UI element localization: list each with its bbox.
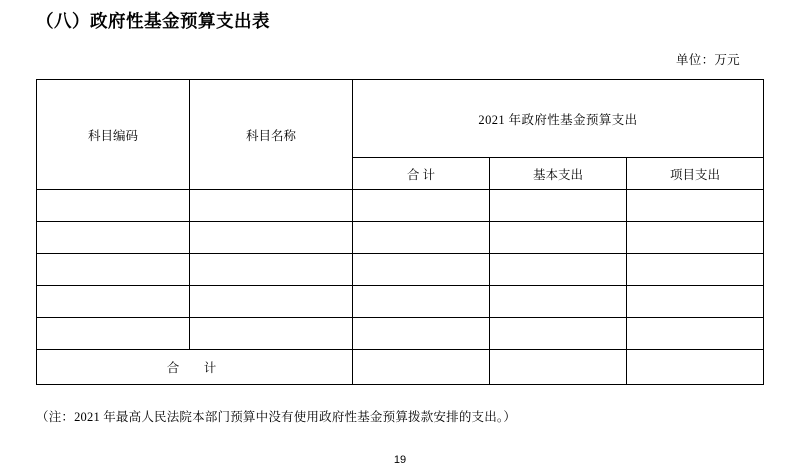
- cell-total: [353, 254, 490, 286]
- cell-code: [37, 318, 190, 350]
- cell-code: [37, 254, 190, 286]
- cell-basic: [490, 190, 627, 222]
- page-title: （八）政府性基金预算支出表: [36, 11, 270, 31]
- cell-name: [190, 286, 353, 318]
- cell-code: [37, 190, 190, 222]
- cell-code: [37, 286, 190, 318]
- header-sub-total: 合 计: [353, 158, 490, 190]
- total-cell-project: [627, 350, 764, 385]
- header-sub-project: 项目支出: [627, 158, 764, 190]
- cell-name: [190, 190, 353, 222]
- cell-project: [627, 222, 764, 254]
- cell-project: [627, 190, 764, 222]
- total-cell-total: [353, 350, 490, 385]
- table-row: [37, 318, 764, 350]
- cell-code: [37, 222, 190, 254]
- header-code: 科目编码: [37, 80, 190, 190]
- table-row: [37, 222, 764, 254]
- cell-total: [353, 318, 490, 350]
- total-cell-basic: [490, 350, 627, 385]
- header-name: 科目名称: [190, 80, 353, 190]
- unit-note: 单位：万元: [675, 53, 740, 68]
- cell-basic: [490, 222, 627, 254]
- cell-name: [190, 254, 353, 286]
- header-sub-basic: 基本支出: [490, 158, 627, 190]
- table-total-row: [37, 350, 764, 385]
- cell-total: [353, 286, 490, 318]
- total-label: 合 计: [37, 350, 353, 385]
- cell-name: [190, 222, 353, 254]
- header-group: 2021 年政府性基金预算支出: [353, 80, 764, 158]
- cell-basic: [490, 318, 627, 350]
- cell-basic: [490, 254, 627, 286]
- footnote: （注：2021 年最高人民法院本部门预算中没有使用政府性基金预算拨款安排的支出。）: [36, 410, 517, 425]
- cell-name: [190, 318, 353, 350]
- cell-project: [627, 254, 764, 286]
- table-header-row-top: [37, 80, 764, 158]
- cell-total: [353, 190, 490, 222]
- table-row: [37, 286, 764, 318]
- page-number: 19: [393, 454, 407, 466]
- cell-basic: [490, 286, 627, 318]
- budget-table: [36, 79, 764, 385]
- cell-project: [627, 286, 764, 318]
- table-row: [37, 254, 764, 286]
- cell-total: [353, 222, 490, 254]
- table-row: [37, 190, 764, 222]
- cell-project: [627, 318, 764, 350]
